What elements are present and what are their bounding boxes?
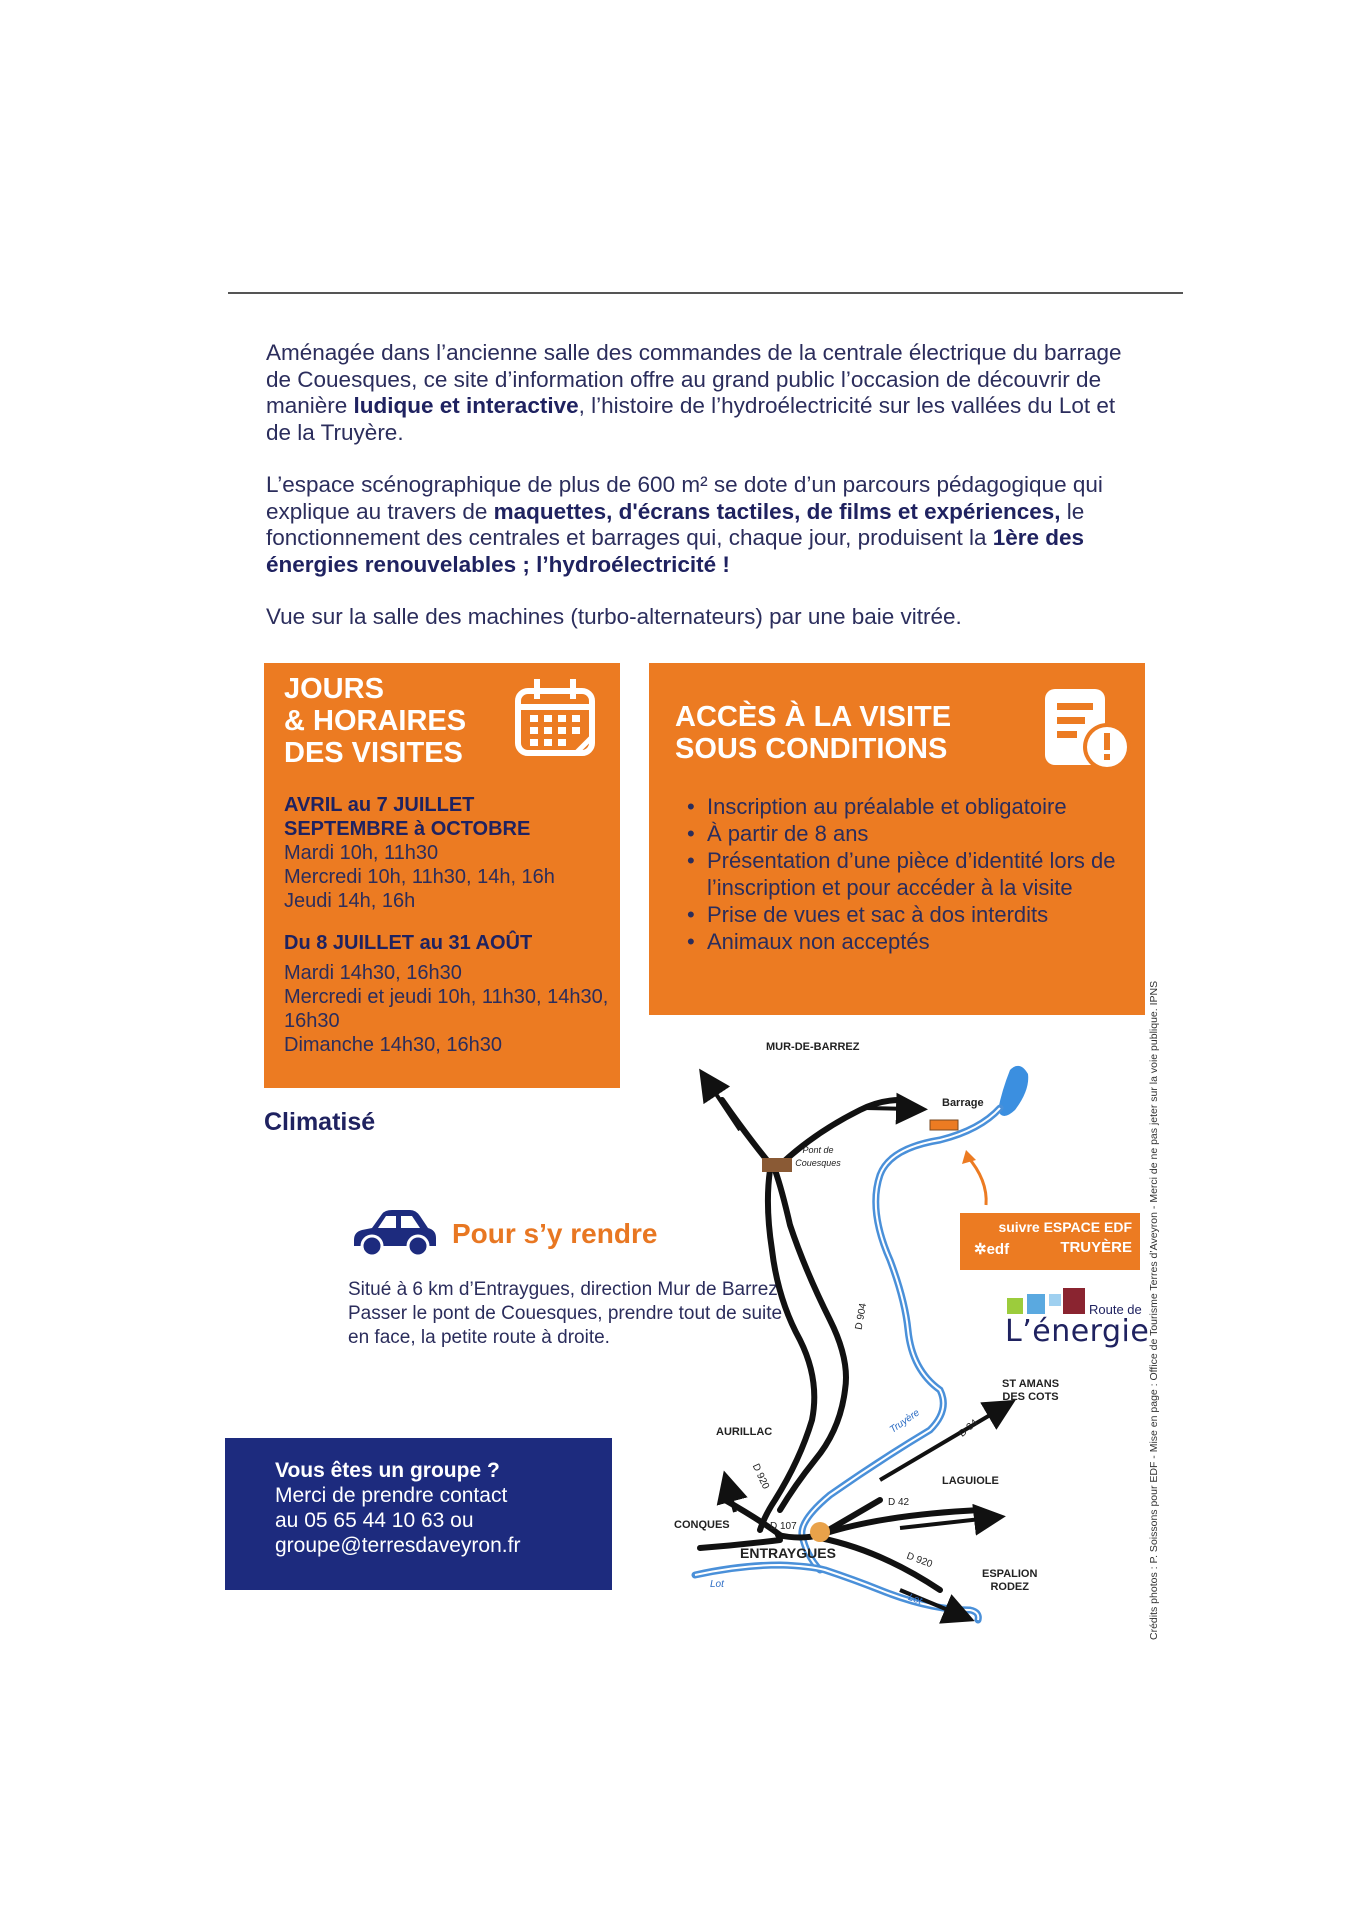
access-title: ACCÈS À LA VISITE SOUS CONDITIONS	[675, 701, 952, 765]
edf-sign	[960, 1213, 1140, 1270]
climatise-label: Climatisé	[264, 1108, 376, 1136]
map-label-mur-de-barrez: MUR-DE-BARREZ	[766, 1041, 860, 1053]
edf-logo: ✲edf	[974, 1241, 1010, 1258]
calendar-icon	[514, 675, 600, 759]
map-label-barrage: Barrage	[942, 1097, 984, 1109]
energie-logo-icon	[1005, 1288, 1089, 1314]
map-label-aurillac: AURILLAC	[716, 1426, 773, 1438]
map-label-d920: D 920	[749, 1462, 771, 1491]
intro-paragraph-1: Aménagée dans l’ancienne salle des commandes de la centrale électrique du barrage de Couesques, ce site d’information offre au grand public l’occasion de découvrir de manière ludique et interactive, l’histoire de l’hydroélectricité sur les vallées du Lot et de la Truyère.	[266, 340, 1122, 445]
route-title: Pour s’y rendre	[452, 1218, 658, 1249]
car-icon	[348, 1206, 438, 1258]
intro-paragraph-2: L’espace scénographique de plus de 600 m² se dote d’un parcours pédagogique qui explique au travers de maquettes, d'écrans tactiles, de films et expériences, le fonctionnement des centrales et barrages qui, chaque jour, produisent la 1ère des énergies renouvelables ; l’hydroélectricité !	[266, 472, 1103, 577]
top-rule	[228, 292, 1183, 294]
map-label-d920-south: D 920	[904, 1550, 934, 1571]
map-label-st-amans: ST AMANS DES COTS	[1002, 1378, 1060, 1403]
intro-paragraph-3: Vue sur la salle des machines (turbo-alternateurs) par une baie vitrée.	[266, 604, 962, 629]
group-phone: au 05 65 44 10 63 ou	[275, 1509, 474, 1532]
map-label-pont: Pont de Couesques	[795, 1145, 841, 1168]
map-label-d904: D 904	[853, 1302, 870, 1331]
energie-logo-text: L’énergie	[1005, 1314, 1150, 1349]
map-label-lot-east: Lot	[906, 1591, 924, 1608]
list-item: • Inscription au préalable et obligatoire	[687, 793, 1127, 820]
list-item: • Présentation d’une pièce d’identité lors de l’inscription et pour accéder à la visite	[687, 847, 1127, 901]
list-item: • Animaux non acceptés	[687, 928, 1127, 955]
access-box	[649, 663, 1145, 1015]
group-line: Merci de prendre contact	[275, 1484, 508, 1507]
edf-sign-line2: TRUYÈRE	[1060, 1239, 1132, 1256]
map-label-d107: D 107	[770, 1521, 797, 1532]
map-label-entraygues: ENTRAYGUES	[740, 1545, 836, 1561]
map-label-lot: Lot	[710, 1579, 724, 1590]
document-warning-icon	[1039, 683, 1135, 779]
schedule-details: AVRIL au 7 JUILLET SEPTEMBRE à OCTOBRE Mardi 10h, 11h30 Mercredi 10h, 11h30, 14h, 16h Jeudi 14h, 16h Du 8 JUILLET au 31 AOÛT Mardi 14h30, 16h30 Mercredi et jeudi 10h, 11h30, 14h30, 16h30 Dimanche 14h30, 16h30	[284, 794, 609, 1056]
access-conditions-list	[687, 793, 1127, 955]
group-contact-box	[225, 1438, 612, 1590]
schedule-box	[264, 663, 620, 1088]
credits-vertical: Crédits photos : P. Soissons pour EDF - Mise en page : Office de Tourisme Terres d’Aveyron - Merci de ne pas jeter sur la voie publique. IPNS	[1148, 980, 1160, 1640]
group-heading: Vous êtes un groupe ?	[275, 1459, 500, 1482]
route-text: Situé à 6 km d’Entraygues, direction Mur de Barrez. Passer le pont de Couesques, prendre tout de suite en face, la petite route à droite.	[348, 1279, 784, 1348]
energie-logo-small: Route de	[1089, 1302, 1142, 1317]
group-email: groupe@terresdaveyron.fr	[275, 1534, 521, 1557]
route-energie-logo	[1005, 1288, 1155, 1358]
schedule-title: JOURS & HORAIRES DES VISITES	[284, 673, 467, 769]
map-label-d34: D 34	[956, 1417, 981, 1440]
map-label-d42: D 42	[888, 1497, 910, 1508]
list-item: • À partir de 8 ans	[687, 820, 1127, 847]
list-item: • Prise de vues et sac à dos interdits	[687, 901, 1127, 928]
map-label-laguiole: LAGUIOLE	[942, 1475, 999, 1487]
edf-sign-line1: suivre ESPACE EDF	[998, 1219, 1132, 1235]
map-label-espalion: ESPALION RODEZ	[982, 1568, 1038, 1593]
intro-text	[266, 340, 1146, 657]
map-label-truyere: Truyère	[887, 1407, 922, 1436]
map-label-conques: CONQUES	[674, 1519, 730, 1531]
